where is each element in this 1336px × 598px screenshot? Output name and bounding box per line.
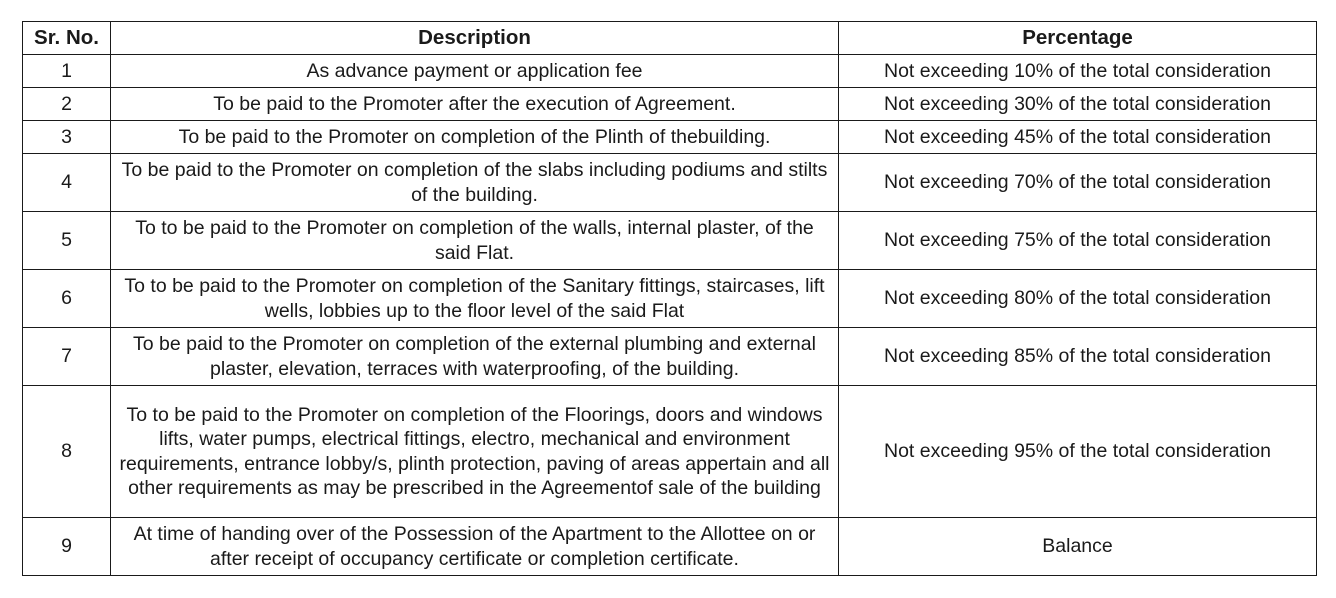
description-cell: To be paid to the Promoter after the execution of Agreement. bbox=[111, 88, 839, 121]
description-cell: To be paid to the Promoter on completion of the slabs including podiums and stilts of the building. bbox=[111, 154, 839, 212]
percentage-cell: Balance bbox=[839, 518, 1317, 576]
header-sr-no: Sr. No. bbox=[23, 22, 111, 55]
sr-no-cell: 6 bbox=[23, 270, 111, 328]
table-row bbox=[23, 212, 1317, 270]
table-row bbox=[23, 328, 1317, 386]
percentage-cell: Not exceeding 75% of the total consideration bbox=[839, 212, 1317, 270]
description-cell: To be paid to the Promoter on completion of the Plinth of thebuilding. bbox=[111, 121, 839, 154]
sr-no-cell: 2 bbox=[23, 88, 111, 121]
percentage-cell: Not exceeding 45% of the total consideration bbox=[839, 121, 1317, 154]
description-cell: To to be paid to the Promoter on completion of the Floorings, doors and windows lifts, water pumps, electrical fittings, electro, mechanical and environment requirements, entrance lobby/s, plinth protection, paving of areas appertain and all other requirements as may be prescribed in the Agreementof sale of the building bbox=[111, 386, 839, 518]
description-cell: To to be paid to the Promoter on completion of the walls, internal plaster, of the said Flat. bbox=[111, 212, 839, 270]
percentage-cell: Not exceeding 85% of the total consideration bbox=[839, 328, 1317, 386]
header-row bbox=[23, 22, 1317, 55]
sr-no-cell: 1 bbox=[23, 55, 111, 88]
percentage-cell: Not exceeding 80% of the total consideration bbox=[839, 270, 1317, 328]
table-row bbox=[23, 518, 1317, 576]
sr-no-cell: 4 bbox=[23, 154, 111, 212]
header-description: Description bbox=[111, 22, 839, 55]
table-row bbox=[23, 88, 1317, 121]
table-row bbox=[23, 386, 1317, 518]
description-cell: At time of handing over of the Possession of the Apartment to the Allottee on or after receipt of occupancy certificate or completion certificate. bbox=[111, 518, 839, 576]
percentage-cell: Not exceeding 30% of the total consideration bbox=[839, 88, 1317, 121]
table-row bbox=[23, 270, 1317, 328]
percentage-cell: Not exceeding 95% of the total consideration bbox=[839, 386, 1317, 518]
sr-no-cell: 8 bbox=[23, 386, 111, 518]
sr-no-cell: 3 bbox=[23, 121, 111, 154]
sr-no-cell: 7 bbox=[23, 328, 111, 386]
payment-schedule-table bbox=[22, 21, 1317, 576]
description-cell: To to be paid to the Promoter on completion of the Sanitary fittings, staircases, lift wells, lobbies up to the floor level of the said Flat bbox=[111, 270, 839, 328]
table-row bbox=[23, 154, 1317, 212]
description-cell: To be paid to the Promoter on completion of the external plumbing and external plaster, elevation, terraces with waterproofing, of the building. bbox=[111, 328, 839, 386]
percentage-cell: Not exceeding 70% of the total consideration bbox=[839, 154, 1317, 212]
table-row bbox=[23, 121, 1317, 154]
sr-no-cell: 9 bbox=[23, 518, 111, 576]
description-cell: As advance payment or application fee bbox=[111, 55, 839, 88]
sr-no-cell: 5 bbox=[23, 212, 111, 270]
header-percentage: Percentage bbox=[839, 22, 1317, 55]
percentage-cell: Not exceeding 10% of the total consideration bbox=[839, 55, 1317, 88]
table-row bbox=[23, 55, 1317, 88]
